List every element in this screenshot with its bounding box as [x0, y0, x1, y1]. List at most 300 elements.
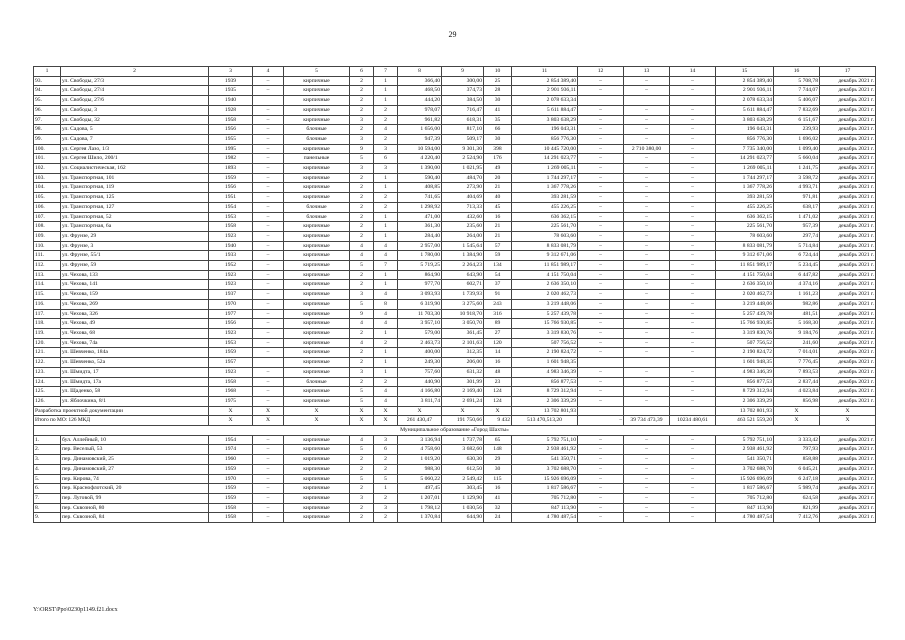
table-cell: 115. — [34, 290, 61, 300]
table-cell: ул. Свободы, 27/6 — [61, 96, 209, 106]
table-cell: 1 545,64 — [442, 241, 484, 251]
table-cell: кирпичные — [284, 319, 350, 329]
table-cell: 5 — [350, 154, 374, 164]
table-cell: декабрь 2021 г. — [820, 299, 876, 309]
table-cell: – — [578, 338, 624, 348]
table-cell: декабрь 2021 г. — [820, 134, 876, 144]
table-cell: 113. — [34, 270, 61, 280]
table-cell: 961,82 — [398, 115, 442, 125]
table-cell: 2 549,42 — [442, 474, 484, 484]
table-cell: 15 926 696,09 — [716, 474, 774, 484]
table-row — [34, 309, 876, 319]
table-cell: 982,86 — [774, 299, 820, 309]
table-cell: 7 014,01 — [774, 348, 820, 358]
table-row — [34, 261, 876, 271]
table-cell: 398 — [484, 144, 512, 154]
table-cell: 4 — [374, 396, 398, 406]
table-cell: 78 603,60 — [512, 231, 578, 241]
table-cell: декабрь 2021 г. — [820, 212, 876, 222]
table-cell: – — [670, 261, 716, 271]
table-cell: декабрь 2021 г. — [820, 513, 876, 523]
table-cell: – — [578, 367, 624, 377]
table-cell: 6 724,44 — [774, 251, 820, 261]
table-cell: – — [253, 86, 284, 96]
table-cell: 4 166,80 — [398, 387, 442, 397]
table-cell: 2 — [374, 493, 398, 503]
table-cell: – — [578, 348, 624, 358]
table-cell: 9 — [350, 144, 374, 154]
table-cell: 1 298,92 — [398, 202, 442, 212]
table-cell: 4 758,60 — [398, 445, 442, 455]
table-cell: 99. — [34, 134, 61, 144]
table-cell: – — [253, 435, 284, 445]
table-cell: 6 — [374, 445, 398, 455]
table-cell: 2 — [350, 513, 374, 523]
table-cell: 111. — [34, 251, 61, 261]
table-cell: декабрь 2021 г. — [820, 377, 876, 387]
table-cell: декабрь 2021 г. — [820, 503, 876, 513]
table-cell: 15 766 930,85 — [716, 319, 774, 329]
table-cell: – — [670, 445, 716, 455]
table-cell: 2 — [350, 270, 374, 280]
table-cell: 3 — [350, 493, 374, 503]
table-cell: 1939 — [209, 76, 253, 86]
table-cell: 2 — [350, 212, 374, 222]
table-cell: 103. — [34, 173, 61, 183]
table-cell: – — [578, 280, 624, 290]
table-cell: 191 750,66 — [442, 416, 484, 426]
table-cell: – — [578, 261, 624, 271]
table-cell: ул. Транспортная, 119 — [61, 183, 209, 193]
table-cell: 847 113,90 — [716, 503, 774, 513]
table-cell: 2 190 824,72 — [512, 348, 578, 358]
table-cell: 1 384,90 — [442, 251, 484, 261]
table-cell: – — [253, 328, 284, 338]
table-cell: 8 — [374, 299, 398, 309]
table-cell: – — [624, 435, 670, 445]
table-cell: ул. Транспортная, 127 — [61, 202, 209, 212]
table-cell: 20 — [484, 173, 512, 183]
table-cell: X — [398, 406, 442, 416]
table-row — [34, 251, 876, 261]
table-cell: – — [578, 115, 624, 125]
table-cell: – — [253, 125, 284, 135]
table-cell: – — [253, 134, 284, 144]
table-cell: 107. — [34, 212, 61, 222]
table-cell: – — [253, 299, 284, 309]
table-row — [34, 493, 876, 503]
table-cell: декабрь 2021 г. — [820, 96, 876, 106]
table-cell: 1959 — [209, 493, 253, 503]
table-cell: 630,30 — [442, 455, 484, 465]
table-cell: кирпичные — [284, 348, 350, 358]
table-cell: 4 151 750,04 — [716, 270, 774, 280]
table-cell: 41 — [484, 105, 512, 115]
table-cell: декабрь 2021 г. — [820, 484, 876, 494]
table-cell: кирпичные — [284, 144, 350, 154]
table-cell: 2 — [350, 503, 374, 513]
table-cell: 2 — [350, 484, 374, 494]
table-cell: 978,07 — [398, 105, 442, 115]
table-cell: 1951 — [209, 193, 253, 203]
table-cell: блочные — [284, 212, 350, 222]
table-cell: 239,93 — [774, 125, 820, 135]
table-cell: 455 226,25 — [716, 202, 774, 212]
table-cell: 5 792 751,10 — [716, 435, 774, 445]
table-cell: 93. — [34, 76, 61, 86]
table-cell: 612,50 — [442, 464, 484, 474]
table-cell: 3 — [374, 503, 398, 513]
table-cell: 1 370,84 — [398, 513, 442, 523]
table-cell: 4 993,71 — [774, 183, 820, 193]
table-cell: кирпичные — [284, 76, 350, 86]
table-cell: – — [253, 115, 284, 125]
table-cell: кирпичные — [284, 270, 350, 280]
table-cell: 8 833 081,79 — [512, 241, 578, 251]
table-cell: 3 598,72 — [774, 173, 820, 183]
table-cell: – — [670, 105, 716, 115]
table-cell: декабрь 2021 г. — [820, 222, 876, 232]
table-cell: 11 — [512, 67, 578, 77]
table-cell: 3 — [374, 164, 398, 174]
table-cell: ул. Транспортная, 52 — [61, 212, 209, 222]
table-cell: – — [253, 484, 284, 494]
table-cell: 4 — [374, 387, 398, 397]
table-row — [34, 231, 876, 241]
table-cell: 65 — [484, 435, 512, 445]
table-cell: 3 682,60 — [442, 445, 484, 455]
table-cell: 3 275,60 — [442, 299, 484, 309]
table-cell: 2 524,90 — [442, 154, 484, 164]
table-cell: 126. — [34, 396, 61, 406]
table-cell: 54 — [484, 270, 512, 280]
table-cell: ул. Свободы, 27/4 — [61, 86, 209, 96]
table-cell: 10 594,00 — [398, 144, 442, 154]
table-cell: кирпичные — [284, 474, 350, 484]
table-cell: ул. Сергея Шило, 200/1 — [61, 154, 209, 164]
table-cell: – — [670, 270, 716, 280]
table-cell: 1958 — [209, 377, 253, 387]
table-cell: – — [670, 183, 716, 193]
table-cell: – — [578, 164, 624, 174]
table-cell: 4 — [374, 241, 398, 251]
table-cell: 5 — [284, 67, 350, 77]
table-cell: 1 161,23 — [774, 290, 820, 300]
table-row — [34, 396, 876, 406]
table-cell: 602,71 — [442, 280, 484, 290]
table-cell: – — [253, 396, 284, 406]
table-cell: – — [578, 387, 624, 397]
table-row — [34, 86, 876, 96]
table-cell: – — [253, 290, 284, 300]
table-cell: 1970 — [209, 299, 253, 309]
table-cell: 16 — [484, 212, 512, 222]
table-cell: 4 — [350, 319, 374, 329]
table-cell: 96. — [34, 105, 61, 115]
table-cell: 3 — [350, 115, 374, 125]
table-cell — [578, 358, 624, 368]
table-cell: 2 169,40 — [442, 387, 484, 397]
table-cell: 27 — [484, 328, 512, 338]
table-cell: кирпичные — [284, 445, 350, 455]
table-cell: кирпичные — [284, 367, 350, 377]
design-documentation-row — [34, 406, 876, 416]
table-cell — [253, 96, 284, 106]
table-cell: – — [253, 513, 284, 523]
table-cell: 1 780,00 — [398, 251, 442, 261]
table-cell: декабрь 2021 г. — [820, 231, 876, 241]
table-cell: 624,58 — [774, 493, 820, 503]
table-cell: – — [253, 173, 284, 183]
table-cell: 114. — [34, 280, 61, 290]
table-cell: – — [578, 202, 624, 212]
table-cell: декабрь 2021 г. — [820, 241, 876, 251]
table-cell: 1 129,90 — [442, 493, 484, 503]
table-cell: 8 729 312,94 — [716, 387, 774, 397]
table-cell: декабрь 2021 г. — [820, 183, 876, 193]
table-cell: 858,88 — [774, 455, 820, 465]
table-cell: декабрь 2021 г. — [820, 173, 876, 183]
table-row — [34, 338, 876, 348]
table-cell: ул. Сергея Лазо, 1/3 — [61, 144, 209, 154]
table-cell: – — [670, 348, 716, 358]
table-cell: кирпичные — [284, 115, 350, 125]
table-cell: 4 — [374, 309, 398, 319]
table-row — [34, 105, 876, 115]
table-cell: 2 — [374, 338, 398, 348]
table-cell: 1933 — [209, 251, 253, 261]
table-row — [34, 377, 876, 387]
table-cell: 1 099,40 — [774, 144, 820, 154]
table-cell: – — [670, 299, 716, 309]
table-cell: 404,69 — [442, 193, 484, 203]
table-cell: 14 291 023,77 — [716, 154, 774, 164]
table-cell: 264,00 — [442, 231, 484, 241]
table-cell — [670, 96, 716, 106]
table-cell: 23 — [484, 377, 512, 387]
table-cell: 118. — [34, 319, 61, 329]
housing-table — [33, 66, 876, 523]
table-cell: 3 136,94 — [398, 435, 442, 445]
table-row — [34, 241, 876, 251]
table-cell: X — [374, 406, 398, 416]
table-cell: 5 611 884,47 — [716, 105, 774, 115]
table-cell — [578, 96, 624, 106]
table-cell: – — [253, 164, 284, 174]
table-cell: 3 093,93 — [398, 290, 442, 300]
table-cell: 644,90 — [442, 513, 484, 523]
table-cell: – — [624, 299, 670, 309]
table-cell: 102. — [34, 164, 61, 174]
table-cell: 1923 — [209, 270, 253, 280]
table-cell: 312,35 — [442, 348, 484, 358]
table-row — [34, 358, 876, 368]
table-cell: кирпичные — [284, 358, 350, 368]
table-cell: – — [578, 464, 624, 474]
table-cell: 636 362,15 — [512, 212, 578, 222]
table-cell: 49 — [484, 164, 512, 174]
table-cell: – — [670, 513, 716, 523]
table-cell: 206,00 — [442, 358, 484, 368]
table-cell: – — [670, 377, 716, 387]
table-cell: 1 817 586,67 — [716, 484, 774, 494]
table-cell: 2 — [350, 348, 374, 358]
table-cell: 384,50 — [442, 96, 484, 106]
table-cell: 9 432 — [484, 416, 512, 426]
table-cell: 120 — [484, 338, 512, 348]
table-cell: – — [624, 154, 670, 164]
table-cell: X — [209, 406, 253, 416]
table-cell — [624, 406, 670, 416]
table-cell: 11 851 989,17 — [716, 261, 774, 271]
table-cell: 1923 — [209, 328, 253, 338]
table-cell: пер. Динамовский, 25 — [61, 455, 209, 465]
table-cell: 2 — [350, 464, 374, 474]
table-cell: 116. — [34, 299, 61, 309]
table-cell: ул. Яблочкина, 8/1 — [61, 396, 209, 406]
table-cell: ул. Шевченко, 52а — [61, 358, 209, 368]
table-cell: 235,60 — [442, 222, 484, 232]
table-cell: 5 611 884,47 — [512, 105, 578, 115]
table-cell: 5 257 439,78 — [512, 309, 578, 319]
table-cell: 1 207,01 — [398, 493, 442, 503]
table-cell: 2 901 936,11 — [512, 86, 578, 96]
table-cell: декабрь 2021 г. — [820, 387, 876, 397]
table-cell: 4 — [374, 319, 398, 329]
table-row — [34, 484, 876, 494]
table-cell: X — [442, 406, 484, 416]
table-cell: кирпичные — [284, 338, 350, 348]
table-cell: 3 219 448,06 — [716, 299, 774, 309]
table-cell: 509,17 — [442, 134, 484, 144]
table-row — [34, 222, 876, 232]
table-cell: кирпичные — [284, 86, 350, 96]
table-cell: кирпичные — [284, 105, 350, 115]
table-cell: 1 — [374, 212, 398, 222]
table-cell: пер. Веселый, 53 — [61, 445, 209, 455]
table-cell: 10 918,70 — [442, 309, 484, 319]
table-cell: ул. Социалистическая, 162 — [61, 164, 209, 174]
table-cell: 316 — [484, 309, 512, 319]
table-cell: 440,90 — [398, 377, 442, 387]
table-cell: 6. — [34, 484, 61, 494]
table-cell: декабрь 2021 г. — [820, 280, 876, 290]
table-cell: блочные — [284, 202, 350, 212]
table-cell: – — [624, 367, 670, 377]
table-cell: 643,90 — [442, 270, 484, 280]
table-cell: 2 — [374, 464, 398, 474]
table-cell: 1928 — [209, 105, 253, 115]
table-cell: 1953 — [209, 212, 253, 222]
table-cell: – — [624, 493, 670, 503]
table-cell: 9 184,76 — [774, 328, 820, 338]
table-row — [34, 367, 876, 377]
table-cell: – — [670, 231, 716, 241]
table-cell: 1 — [374, 76, 398, 86]
table-cell: 14 — [670, 67, 716, 77]
table-cell: 57 — [484, 241, 512, 251]
table-cell — [624, 358, 670, 368]
table-cell: – — [253, 241, 284, 251]
table-cell: 176 — [484, 154, 512, 164]
table-cell: 104. — [34, 183, 61, 193]
table-cell: – — [578, 105, 624, 115]
table-cell: 9 312 671,06 — [512, 251, 578, 261]
table-cell: 303,45 — [442, 484, 484, 494]
table-cell: – — [670, 144, 716, 154]
table-cell: 16 — [484, 358, 512, 368]
table-cell: 1 — [374, 358, 398, 368]
table-cell: 856 877,53 — [512, 377, 578, 387]
table-cell: 5 — [374, 474, 398, 484]
table-cell: 117. — [34, 309, 61, 319]
table-cell: X — [350, 416, 374, 426]
table-cell: 541 350,71 — [512, 455, 578, 465]
table-cell: 366,40 — [398, 76, 442, 86]
table-row — [34, 445, 876, 455]
table-cell: – — [253, 503, 284, 513]
table-cell: 2 — [374, 455, 398, 465]
table-cell: 1923 — [209, 280, 253, 290]
table-cell: ул. Фрунзе, 3 — [61, 241, 209, 251]
table-cell: 2 306 339,29 — [716, 396, 774, 406]
table-cell: 1 030,56 — [442, 503, 484, 513]
table-cell: X — [253, 406, 284, 416]
table-cell: декабрь 2021 г. — [820, 358, 876, 368]
table-cell: 2 — [350, 202, 374, 212]
table-cell: – — [578, 134, 624, 144]
table-cell: – — [670, 309, 716, 319]
table-cell: 3 219 448,06 — [512, 299, 578, 309]
table-cell: – — [578, 416, 624, 426]
table-cell: 273,90 — [442, 183, 484, 193]
table-cell: – — [578, 513, 624, 523]
table-cell: 579,00 — [398, 328, 442, 338]
table-cell: 37 — [484, 280, 512, 290]
table-cell: кирпичные — [284, 309, 350, 319]
table-cell: 2 — [350, 125, 374, 135]
table-row — [34, 202, 876, 212]
table-cell: кирпичные — [284, 328, 350, 338]
table-cell: декабрь 2021 г. — [820, 261, 876, 271]
table-cell: 821,99 — [774, 503, 820, 513]
table-cell: – — [624, 464, 670, 474]
table-cell: кирпичные — [284, 435, 350, 445]
table-cell: 1 019,20 — [398, 455, 442, 465]
table-cell: – — [578, 231, 624, 241]
table-cell: 1 241,75 — [774, 164, 820, 174]
table-cell: 2 — [350, 193, 374, 203]
table-cell: 1 — [374, 348, 398, 358]
table-cell: 119. — [34, 328, 61, 338]
table-cell: 705 712,80 — [512, 493, 578, 503]
table-cell: 12 — [578, 67, 624, 77]
table-cell: кирпичные — [284, 231, 350, 241]
table-cell: декабрь 2021 г. — [820, 193, 876, 203]
table-cell: 1 744 297,17 — [512, 173, 578, 183]
table-cell: декабрь 2021 г. — [820, 338, 876, 348]
table-cell: кирпичные — [284, 464, 350, 474]
table-cell: 636 362,15 — [716, 212, 774, 222]
table-cell: 2 — [374, 202, 398, 212]
table-cell: 5 — [350, 261, 374, 271]
table-cell: 30 — [484, 464, 512, 474]
table-cell: 110. — [34, 241, 61, 251]
table-cell: ул. Шевченко, 184а — [61, 348, 209, 358]
table-cell: 2 — [350, 86, 374, 96]
table-cell: кирпичные — [284, 484, 350, 494]
table-cell: 9 301,30 — [442, 144, 484, 154]
